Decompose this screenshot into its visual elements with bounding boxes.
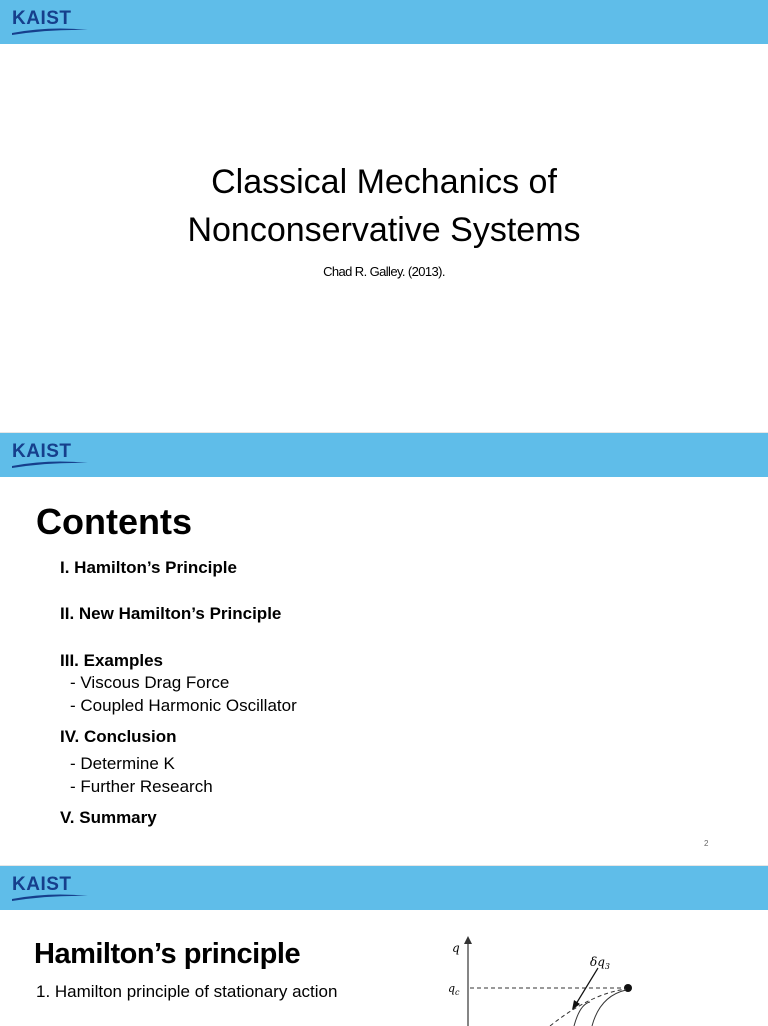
page-number: 2 bbox=[704, 839, 709, 848]
toc-heading: V. Summary bbox=[60, 808, 157, 827]
path-curve-2 bbox=[592, 990, 626, 1026]
kaist-logo bbox=[12, 439, 88, 471]
hamilton-title: Hamilton’s principle bbox=[34, 938, 301, 970]
slide-title-line-1: Classical Mechanics of bbox=[211, 163, 557, 201]
logo-text: KAIST bbox=[12, 874, 72, 895]
toc-heading: II. New Hamilton’s Principle bbox=[60, 604, 282, 623]
q-axis-label: q bbox=[452, 941, 460, 955]
toc-heading: I. Hamilton’s Principle bbox=[60, 558, 237, 577]
toc-subitem: - Further Research bbox=[70, 777, 213, 796]
logo-swoosh-icon bbox=[12, 459, 88, 469]
contents-slide bbox=[0, 432, 768, 865]
toc-heading: IV. Conclusion bbox=[60, 727, 177, 746]
toc-subitem: - Viscous Drag Force bbox=[70, 673, 230, 692]
action-path-diagram bbox=[440, 934, 700, 1026]
variation-arrowhead bbox=[572, 1000, 580, 1010]
author-citation: Chad R. Galley. (2013). bbox=[323, 264, 445, 279]
logo-swoosh-icon bbox=[12, 892, 88, 902]
toc-heading: III. Examples bbox=[60, 651, 163, 670]
hamilton-slide bbox=[0, 865, 768, 1026]
logo-text: KAIST bbox=[12, 8, 72, 29]
logo-swoosh-icon bbox=[12, 26, 88, 36]
header-bar bbox=[0, 0, 768, 44]
title-slide bbox=[0, 0, 768, 432]
header-bar bbox=[0, 866, 768, 910]
toc-subitem: - Coupled Harmonic Oscillator bbox=[70, 696, 297, 715]
delta-q3-label: $\delta q_3$ bbox=[590, 955, 610, 971]
q-axis-arrowhead bbox=[464, 936, 472, 944]
slide-title bbox=[0, 158, 768, 254]
toc-subitem: - Determine K bbox=[70, 754, 175, 773]
endpoint-dot bbox=[624, 984, 632, 992]
header-bar bbox=[0, 433, 768, 477]
hamilton-item: 1. Hamilton principle of stationary action bbox=[36, 982, 338, 1001]
kaist-logo bbox=[12, 872, 88, 904]
qc-tick-label: $q_c$ bbox=[448, 982, 460, 997]
slide-title-line-2: Nonconservative Systems bbox=[187, 211, 581, 249]
contents-title: Contents bbox=[36, 501, 192, 542]
logo-text: KAIST bbox=[12, 441, 72, 462]
kaist-logo bbox=[12, 6, 88, 38]
